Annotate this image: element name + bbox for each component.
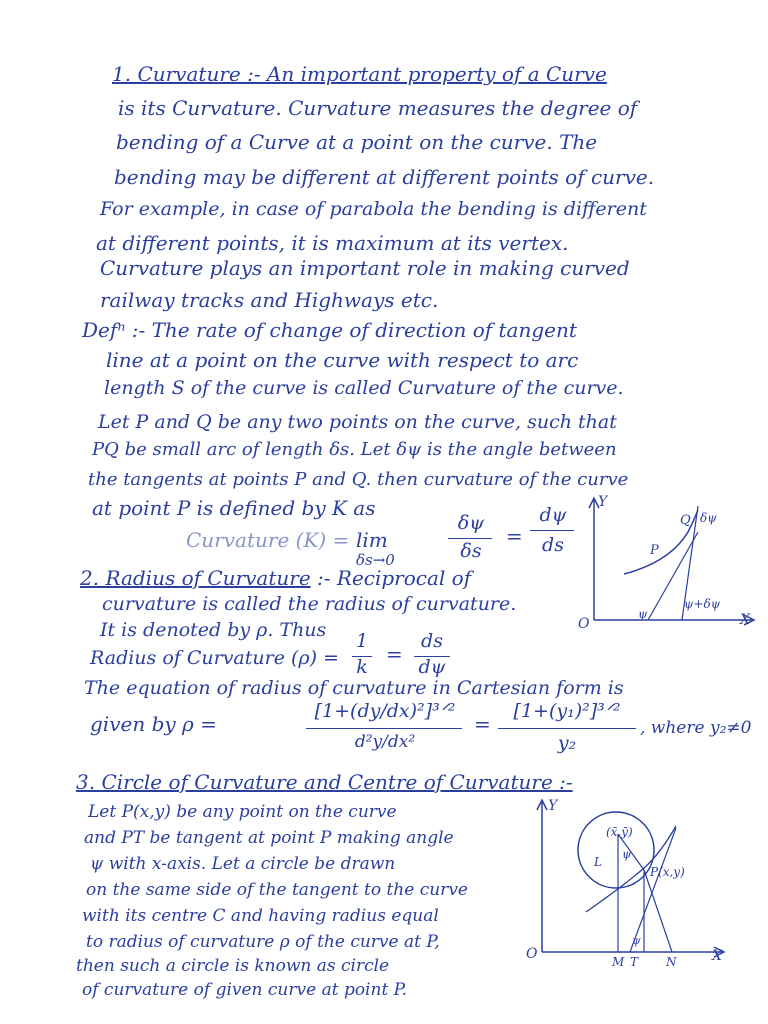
equals-sign: = [474,712,491,736]
curvature-formula-left: Curvature (K) = [186,528,350,552]
rho-left: Radius of Curvature (ρ) = [90,647,339,669]
text-line: The equation of radius of curvature in Cartesian form is [84,677,624,699]
point-n-label: N [666,955,677,969]
origin-label: O [578,616,590,632]
point-m-label: M [612,955,625,969]
axis-y-label: Y [548,798,558,814]
frac-bar [448,538,492,539]
axis-y-label: Y [598,494,608,510]
point-q-label: Q [680,513,691,528]
centre-label: (x̄,ȳ) [606,825,633,839]
frac-num: dψ [539,504,567,526]
point-p-label: P(x,y) [650,865,685,879]
frac-den: d²y/dx² [354,732,416,752]
text-line: with its centre C and having radius equal [82,906,439,926]
curvature-figure [580,492,760,632]
text-line: PQ be small arc of length δs. Let δψ is the angle between [92,439,617,460]
delta-psi-label: δψ [700,511,717,525]
frac-den: δs [460,540,482,562]
text-line: It is denoted by ρ. Thus [100,619,327,641]
text-line: length S of the curve is called Curvature of the curve. [104,377,624,399]
text-line: 1. Curvature :- An important property of a Curve [112,62,607,86]
text-line: bending may be different at different points of curve. [114,165,655,189]
text-line: the tangents at points P and Q. then curvature of the curve [88,469,629,490]
where-condition: , where y₂≠0 [640,718,752,738]
heading-curvature [112,62,607,86]
frac-den: y₂ [557,732,577,754]
frac-bar [498,728,636,729]
frac-num: ds [421,630,443,652]
point-l-label: L [594,855,602,869]
frac-den: ds [542,534,564,556]
text-line: For example, in case of parabola the bending is different [100,198,647,220]
cartesian-left: given by ρ = [90,712,217,736]
text-line: then such a circle is known as circle [76,956,390,976]
definition-line: Defⁿ :- The rate of change of direction of tangent [82,318,577,342]
text-line: bending of a Curve at a point on the curve. The [116,130,598,154]
frac-den: k [356,656,368,678]
radius-heading: 2. Radius of Curvature [80,566,311,590]
lim-subscript: δs→0 [356,551,395,569]
text-line: Curvature plays an important role in making curved [100,256,630,280]
text-line: is its Curvature. Curvature measures the degree of [118,96,638,120]
text-line: Let P(x,y) be any point on the curve [88,802,397,822]
text-line: at different points, it is maximum at its vertex. [96,231,569,255]
frac-bar [530,530,574,531]
equals-sign: = [386,642,403,666]
lim-label: lim [356,528,388,552]
text-line: line at a point on the curve with respect to arc [106,348,579,372]
frac-num: [1+(dy/dx)²]³ᐟ² [314,700,456,722]
frac-num: δψ [457,512,485,534]
axis-x-label: X [712,948,722,964]
point-t-label: T [630,955,639,969]
circle-of-curvature-figure [526,792,756,972]
text-line: ψ with x-axis. Let a circle be drawn [90,854,396,874]
frac-bar [306,728,462,729]
axis-x-label: X [740,612,750,628]
circle-heading: 3. Circle of Curvature and Centre of Curvature :- [76,770,573,794]
equals-sign: = [506,524,523,548]
psi-label: ψ [638,607,648,621]
psi-plus-label: ψ+δψ [684,597,721,611]
origin-label: O [526,946,538,962]
frac-num: 1 [355,630,369,652]
psi-angle-label: ψ [632,934,641,947]
section2-line [80,566,471,590]
text-line: at point P is defined by K as [92,496,376,520]
text-line: curvature is called the radius of curvature. [102,593,517,615]
point-p-label: P [650,543,659,558]
frac-num: [1+(y₁)²]³ᐟ² [513,700,621,722]
text-line: on the same side of the tangent to the curve [86,880,468,900]
psi-inner-label: ψ [622,847,632,861]
text-line: Let P and Q be any two points on the curve, such that [98,411,617,433]
text-line: to radius of curvature ρ of the curve at P, [86,932,440,952]
frac-den: dψ [418,656,446,678]
radius-heading-tail: :- Reciprocal of [310,566,472,590]
text-line: and PT be tangent at point P making angle [84,828,454,848]
text-line: railway tracks and Highways etc. [100,288,439,312]
text-line: of curvature of given curve at point P. [82,980,408,1000]
